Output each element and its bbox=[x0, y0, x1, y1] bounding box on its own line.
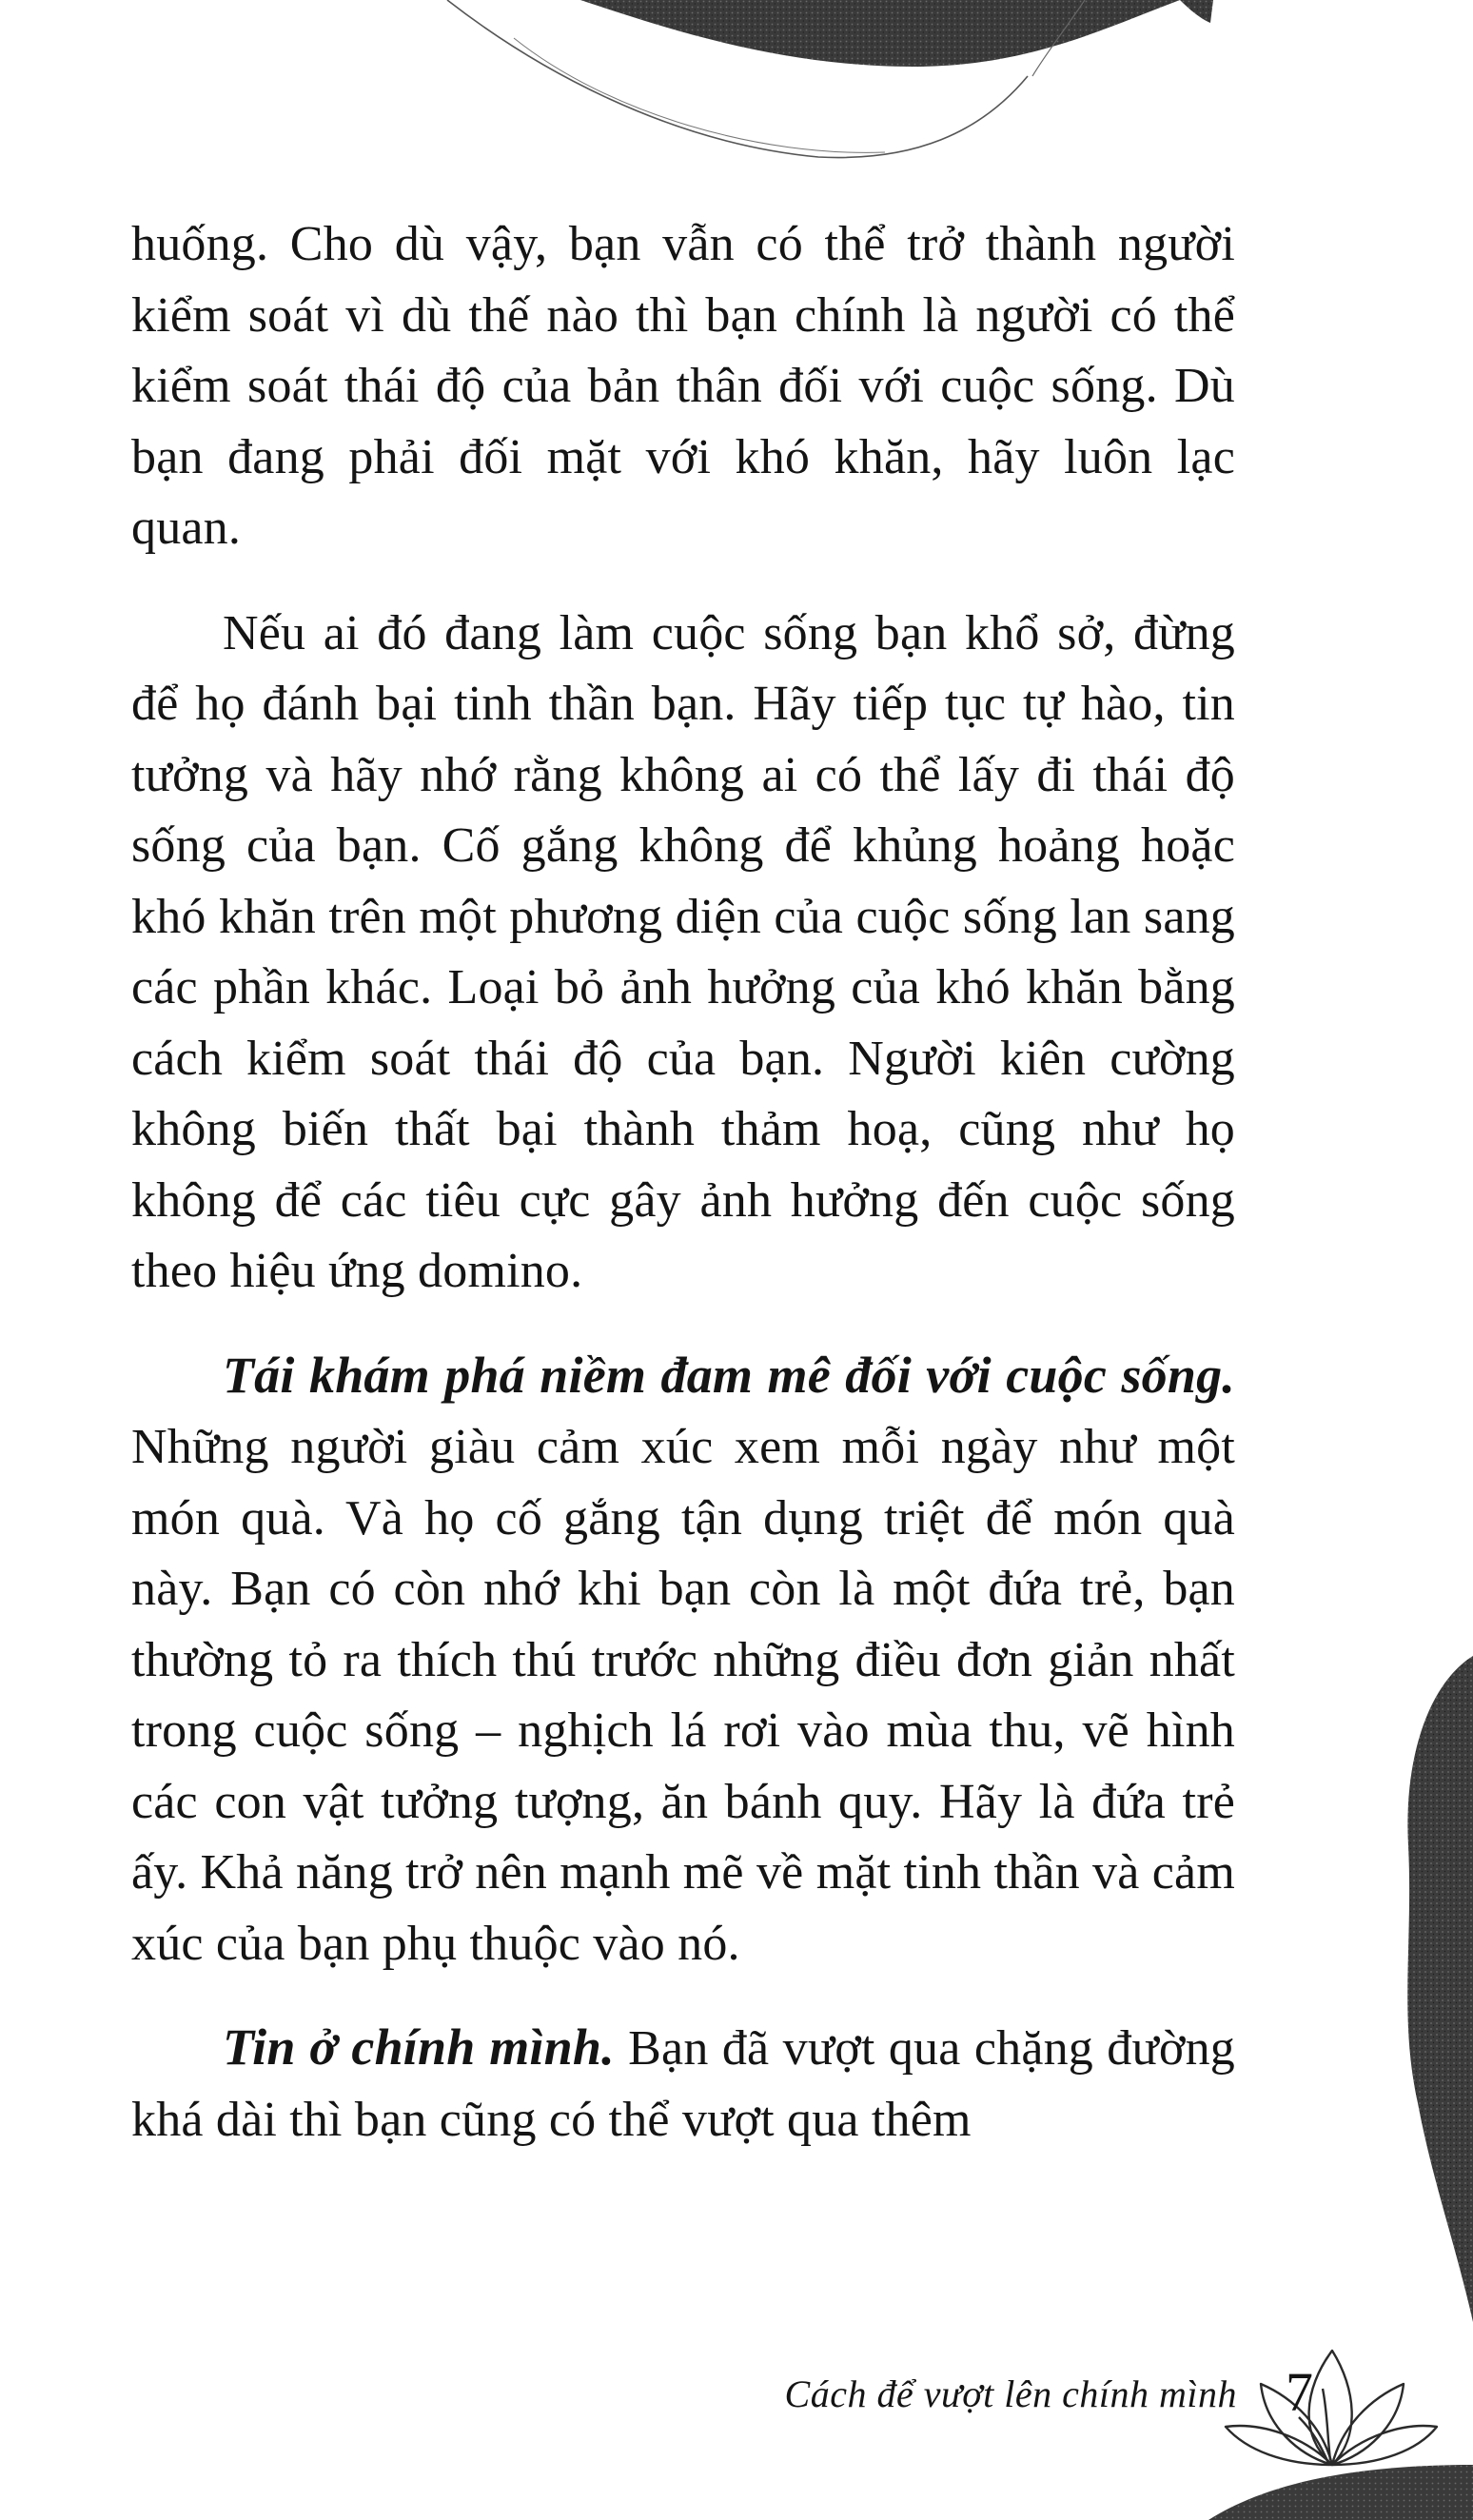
paragraph-lead: Tái khám phá niềm đam mê đối với cuộc sống. bbox=[223, 1346, 1235, 1404]
running-title: Cách để vượt lên chính mình bbox=[784, 2372, 1237, 2415]
paragraph bbox=[131, 597, 1235, 1308]
page-footer bbox=[571, 2360, 1313, 2436]
paragraph-text: Những người giàu cảm xúc xem mỗi ngày như một món quà. Và họ cố gắng tận dụng triệt để món quà này. Bạn có còn nhớ khi bạn còn là một đứa trẻ, bạn thường tỏ ra thích thú trước những điều đơn giản nhất trong cuộc sống – nghịch lá rơi vào mùa thu, vẽ hình các con vật tưởng tượng, ăn bánh quy. Hãy là đứa trẻ ấy. Khả năng trở nên mạnh mẽ về mặt tinh thần và cảm xúc của bạn phụ thuộc vào nó. bbox=[131, 1420, 1235, 1971]
body-text bbox=[131, 207, 1235, 2156]
dark-textured-blob-icon bbox=[0, 0, 1473, 181]
paragraph bbox=[131, 2012, 1235, 2156]
paragraph-lead: Tin ở chính mình. bbox=[223, 2018, 615, 2076]
paragraph bbox=[131, 207, 1235, 564]
paragraph-text: Bạn đã vượt qua chặng đường khá dài thì bạn cũng có thể vượt qua thêm bbox=[131, 2021, 1235, 2147]
paragraph-text: Nếu ai đó đang làm cuộc sống bạn khổ sở, đừng để họ đánh bại tinh thần bạn. Hãy tiếp tục tự hào, tin tưởng và hãy nhớ rằng không ai có thể lấy đi thái độ sống của bạn. Cố gắng không để khủng hoảng hoặc khó khăn trên một phương diện của cuộc sống lan sang các phần khác. Loại bỏ ảnh hưởng của khó khăn bằng cách kiểm soát thái độ của bạn. Người kiên cường không biến thất bại thành thảm hoạ, cũng như họ không để các tiêu cực gây ảnh hưởng đến cuộc sống theo hiệu ứng domino. bbox=[131, 605, 1235, 1298]
paragraph bbox=[131, 1340, 1235, 1980]
dark-textured-blob-icon bbox=[1389, 1656, 1473, 2322]
page-number: 7 bbox=[1286, 2361, 1313, 2423]
paragraph-text: huống. Cho dù vậy, bạn vẫn có thể trở thành người kiểm soát vì dù thế nào thì bạn chính là người có thể kiểm soát thái độ của bản thân đối với cuộc sống. Dù bạn đang phải đối mặt với khó khăn, hãy luôn lạc quan. bbox=[131, 217, 1235, 555]
